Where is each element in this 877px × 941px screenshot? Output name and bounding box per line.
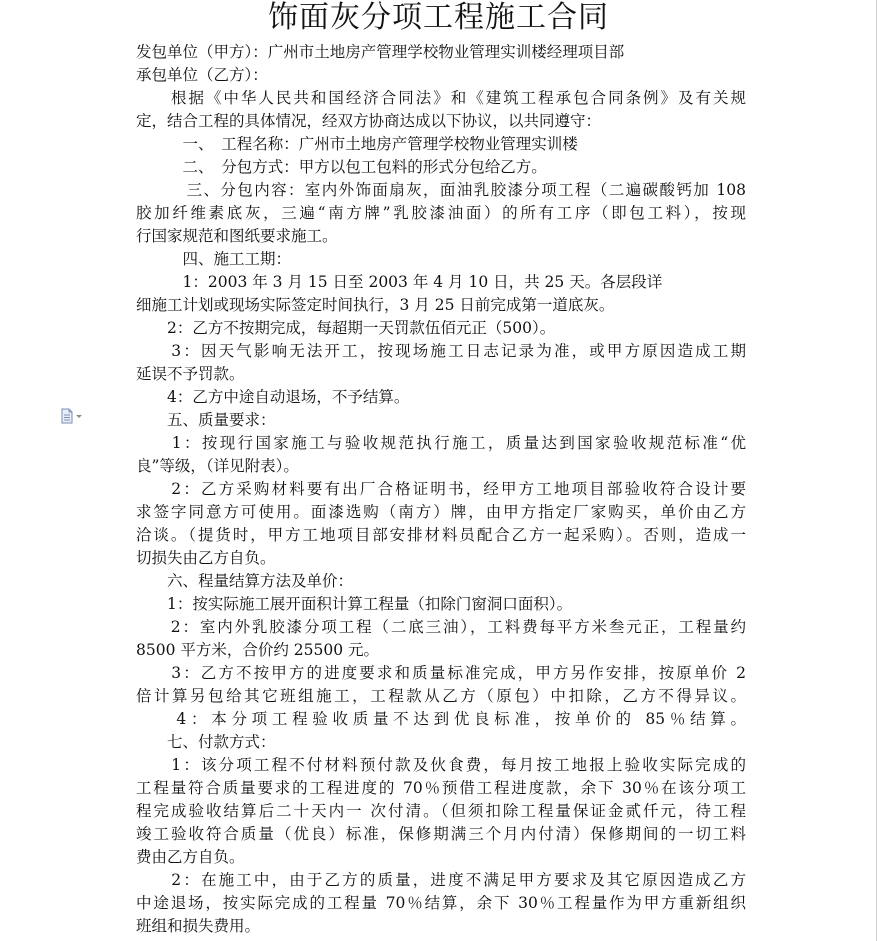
para-line: 倍计算另包给其它班组施工，工程款从乙方（原包）中扣除，乙方不得异议。 xyxy=(136,687,746,705)
para-line: 发包单位（甲方）：广州市土地房产管理学校物业管理实训楼经理项目部 xyxy=(136,43,625,61)
page-title: 饰面灰分项工程施工合同 xyxy=(268,0,609,35)
para-line: 费由乙方自负。 xyxy=(136,848,245,866)
para-line: 4：本分项工程验收质量不达到优良标准，按单价的 85％结算。 xyxy=(136,710,746,728)
para-line: 一、 工程名称：广州市土地房产管理学校物业管理实训楼 xyxy=(136,135,578,153)
para-line: 七、付款方式： xyxy=(136,733,276,751)
para-line: 细施工计划或现场实际签定时间执行，3 月 25 日前完成第一道底灰。 xyxy=(136,296,615,314)
para-line: 求签字同意方可使用。面漆选购（南方）牌，由甲方指定厂家购买，单价由乙方 xyxy=(136,503,746,521)
para-line: 8500 平方米，合价约 25500 元。 xyxy=(136,641,380,659)
para-line: 工程量符合质量要求的工程进度的 70％预借工程进度款，余下 30％在该分项工 xyxy=(136,779,746,797)
para-line: 承包单位（乙方）： xyxy=(136,66,268,84)
para-line: 六、程量结算方法及单价： xyxy=(136,572,354,590)
para-line: 班组和损失费用。 xyxy=(136,917,261,935)
para-line: 中途退场，按实际完成的工程量 70％结算，余下 30％工程量作为甲方重新组织 xyxy=(136,894,746,912)
para-line: 1：按实际施工展开面积计算工程量（扣除门窗洞口面积）。 xyxy=(136,595,573,613)
para-line: 竣工验收符合质量（优良）标准，保修期满三个月内付清）保修期间的一切工料 xyxy=(136,825,746,843)
document-icon[interactable] xyxy=(60,408,90,424)
para-line: 良”等级，（详见附表）。 xyxy=(136,457,299,475)
para-line: 胶加纤维素底灰，三遍“南方牌”乳胶漆油面）的所有工序（即包工料），按现 xyxy=(136,204,746,222)
para-line: 4：乙方中途自动退场，不予结算。 xyxy=(136,388,410,406)
para-line: 行国家规范和图纸要求施工。 xyxy=(136,227,338,245)
para-line: 1：该分项工程不付材料预付款及伙食费，每月按工地报上验收实际完成的 xyxy=(136,756,746,774)
para-line: 五、质量要求： xyxy=(136,411,276,429)
para-line: 程完成验收结算后二十天内一 次付清。（但须扣除工程量保证金贰仟元，待工程 xyxy=(136,802,746,820)
para-line: 定，结合工程的具体情况，经双方协商达成以下协议，以共同遵守： xyxy=(136,112,602,130)
para-line: 3：乙方不按甲方的进度要求和质量标准完成，甲方另作安排，按原单价 2 xyxy=(136,664,746,682)
para-line: 1：2003 年 3 月 15 日至 2003 年 4 月 10 日，共 25 天。各层段详 xyxy=(136,273,663,291)
para-line: 根据《中华人民共和国经济合同法》和《建筑工程承包合同条例》及有关规 xyxy=(136,89,746,107)
para-line: 2：在施工中，由于乙方的质量，进度不满足甲方要求及其它原因造成乙方 xyxy=(136,871,746,889)
para-line: 2：乙方不按期完成，每超期一天罚款伍佰元正（500）。 xyxy=(136,319,556,337)
para-line: 延误不予罚款。 xyxy=(136,365,245,383)
para-line: 四、施工工期： xyxy=(136,250,292,268)
para-line: 洽谈。（提货时，甲方工地项目部安排材料员配合乙方一起采购）。否则，造成一 xyxy=(136,526,746,544)
para-line: 切损失由乙方自负。 xyxy=(136,549,276,567)
para-line: 2：室内外乳胶漆分项工程（二底三油），工料费每平方米叁元正，工程量约 xyxy=(136,618,746,636)
para-line: 2：乙方采购材料要有出厂合格证明书，经甲方工地项目部验收符合设计要 xyxy=(136,480,746,498)
para-line: 三、分包内容：室内外饰面扇灰，面油乳胶漆分项工程（二遍碳酸钙加 108 xyxy=(136,181,746,199)
para-line: 3：因天气影响无法开工，按现场施工日志记录为准，或甲方原因造成工期 xyxy=(136,342,746,360)
para-line: 二、 分包方式：甲方以包工包料的形式分包给乙方。 xyxy=(136,158,547,176)
para-line: 1：按现行国家施工与验收规范执行施工，质量达到国家验收规范标准“优 xyxy=(136,434,746,452)
